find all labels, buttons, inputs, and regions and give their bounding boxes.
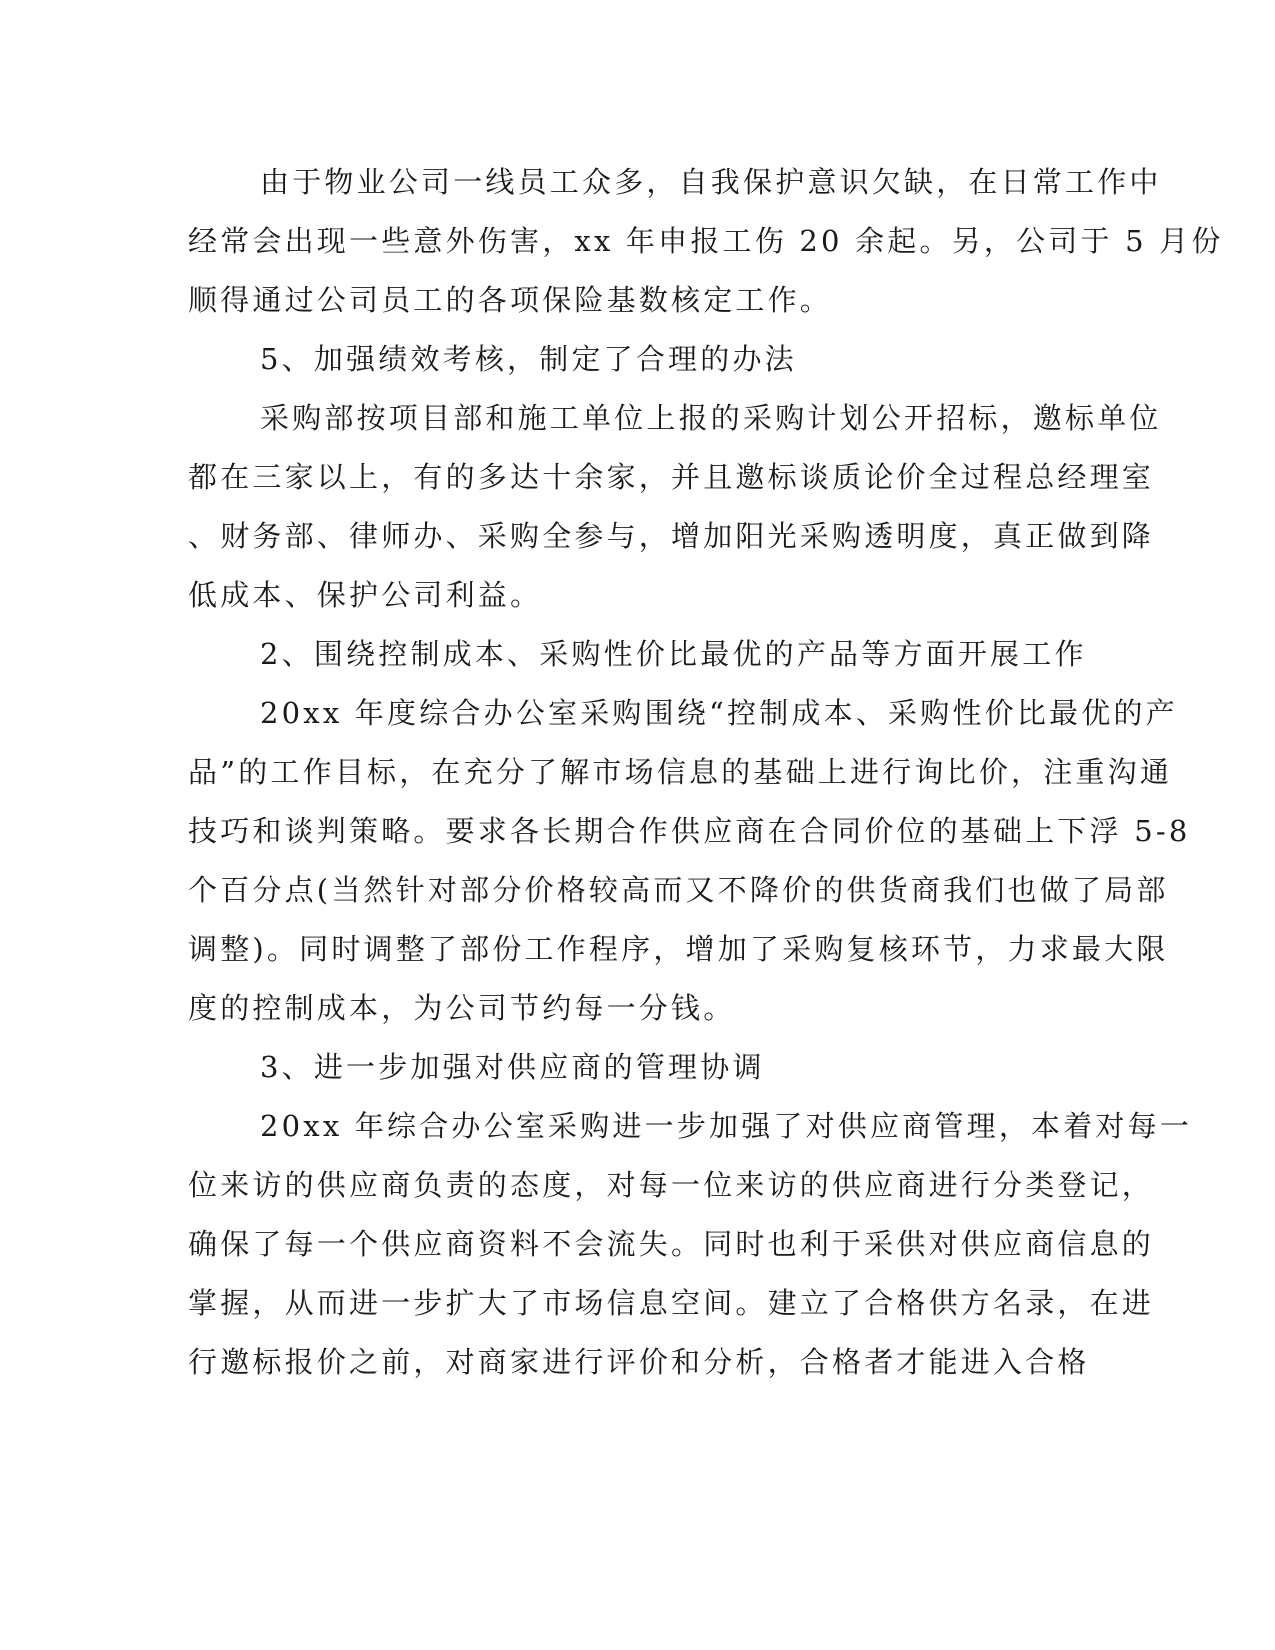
paragraph-line: 低成本、保护公司利益。: [188, 578, 543, 612]
paragraph-line: 技巧和谈判策略。要求各长期合作供应商在合同价位的基础上下浮 5-8: [188, 814, 1191, 848]
paragraph-line: 20xx 年度综合办公室采购围绕“控制成本、采购性价比最优的产: [260, 696, 1178, 730]
paragraph-line: 掌握，从而进一步扩大了市场信息空间。建立了合格供方名录，在进: [188, 1286, 1155, 1320]
paragraph-line: 顺得通过公司员工的各项保险基数核定工作。: [188, 283, 833, 317]
paragraph-line: 都在三家以上，有的多达十余家，并且邀标谈质论价全过程总经理室: [188, 460, 1155, 494]
section-heading: 3、进一步加强对供应商的管理协调: [260, 1050, 765, 1084]
paragraph-line: 度的控制成本，为公司节约每一分钱。: [188, 991, 736, 1025]
paragraph-line: 20xx 年综合办公室采购进一步加强了对供应商管理，本着对每一: [260, 1109, 1193, 1143]
paragraph-line: 品”的工作目标，在充分了解市场信息的基础上进行询比价，注重沟通: [188, 755, 1173, 789]
section-heading: 2、围绕控制成本、采购性价比最优的产品等方面开展工作: [260, 637, 1087, 671]
section-heading: 5、加强绩效考核，制定了合理的办法: [260, 342, 797, 376]
paragraph-line: 确保了每一个供应商资料不会流失。同时也利于采供对供应商信息的: [188, 1227, 1155, 1261]
paragraph-line: 行邀标报价之前，对商家进行评价和分析，合格者才能进入合格: [188, 1345, 1090, 1379]
paragraph-line: 位来访的供应商负责的态度，对每一位来访的供应商进行分类登记，: [188, 1168, 1155, 1202]
paragraph-line: 调整)。同时调整了部份工作程序，增加了采购复核环节，力求最大限: [188, 932, 1169, 966]
paragraph-line: 个百分点(当然针对部分价格较高而又不降价的供货商我们也做了局部: [188, 873, 1169, 907]
paragraph-line: 经常会出现一些意外伤害，xx 年申报工伤 20 余起。另，公司于 5 月份: [188, 224, 1224, 258]
paragraph-line: 采购部按项目部和施工单位上报的采购计划公开招标，邀标单位: [260, 401, 1162, 435]
paragraph-line: 由于物业公司一线员工众多，自我保护意识欠缺，在日常工作中: [260, 165, 1162, 199]
paragraph-line: 、财务部、律师办、采购全参与，增加阳光采购透明度，真正做到降: [188, 519, 1155, 553]
